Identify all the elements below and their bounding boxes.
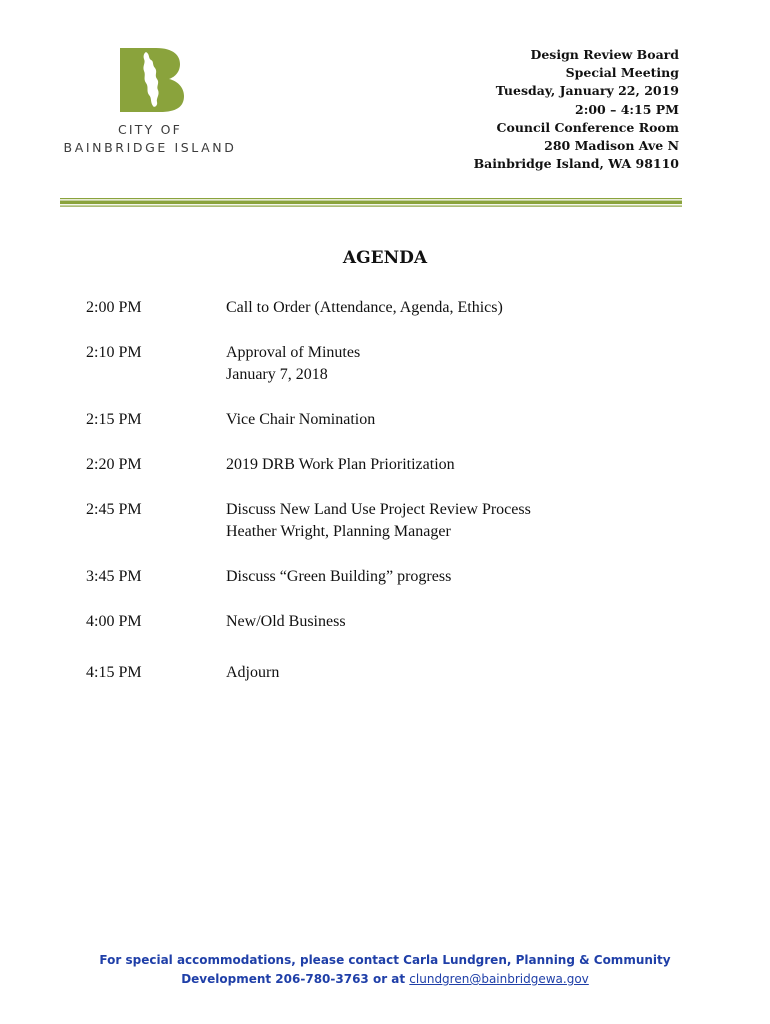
agenda-time: 3:45 PM [86,568,142,585]
agenda-time: 2:10 PM [86,344,142,361]
agenda-time: 2:00 PM [86,299,142,316]
agenda-time: 4:00 PM [86,613,142,630]
meeting-board-name: Design Review Board [530,47,679,62]
meeting-room: Council Conference Room [496,119,679,135]
agenda-description: 2019 DRB Work Plan Prioritization [226,456,455,473]
agenda-description: New/Old Business [226,613,346,630]
email-link[interactable]: clundgren@bainbridgewa.gov [409,972,589,986]
city-logo [60,46,240,158]
agenda-description: Vice Chair Nomination [226,411,376,428]
city-b-logo-icon [116,46,186,114]
meeting-city: Bainbridge Island, WA 98110 [473,156,679,172]
agenda-description: Approval of Minutes [226,344,361,361]
accommodations-footer [0,951,770,989]
agenda-time: 2:15 PM [86,411,142,428]
agenda-time: 4:15 PM [86,664,142,681]
meeting-street: 280 Madison Ave N [544,138,679,154]
logo-text-bainbridge-island: BAINBRIDGE ISLAND [63,140,237,155]
agenda-description: Adjourn [226,664,280,681]
agenda-subline: Heather Wright, Planning Manager [226,523,451,540]
footer-line-2 [0,970,770,989]
agenda-title: AGENDA [342,248,428,268]
meeting-date: Tuesday, January 22, 2019 [495,83,679,99]
agenda-subline: January 7, 2018 [226,366,328,383]
agenda-description: Discuss “Green Building” progress [226,568,452,585]
logo-text-city-of: CITY OF [117,122,183,137]
meeting-info [474,46,679,173]
meeting-time: 2:00 – 4:15 PM [575,101,679,117]
footer-contact-text: Development 206-780-3763 or at [181,972,410,986]
agenda-description: Discuss New Land Use Project Review Process [226,501,531,518]
header-divider [60,198,682,208]
meeting-type: Special Meeting [565,65,679,81]
footer-line-1: For special accommodations, please contact Carla Lundgren, Planning & Community [99,953,671,967]
agenda-description: Call to Order (Attendance, Agenda, Ethics) [226,299,503,316]
agenda-time: 2:20 PM [86,456,142,473]
agenda-time: 2:45 PM [86,501,142,518]
